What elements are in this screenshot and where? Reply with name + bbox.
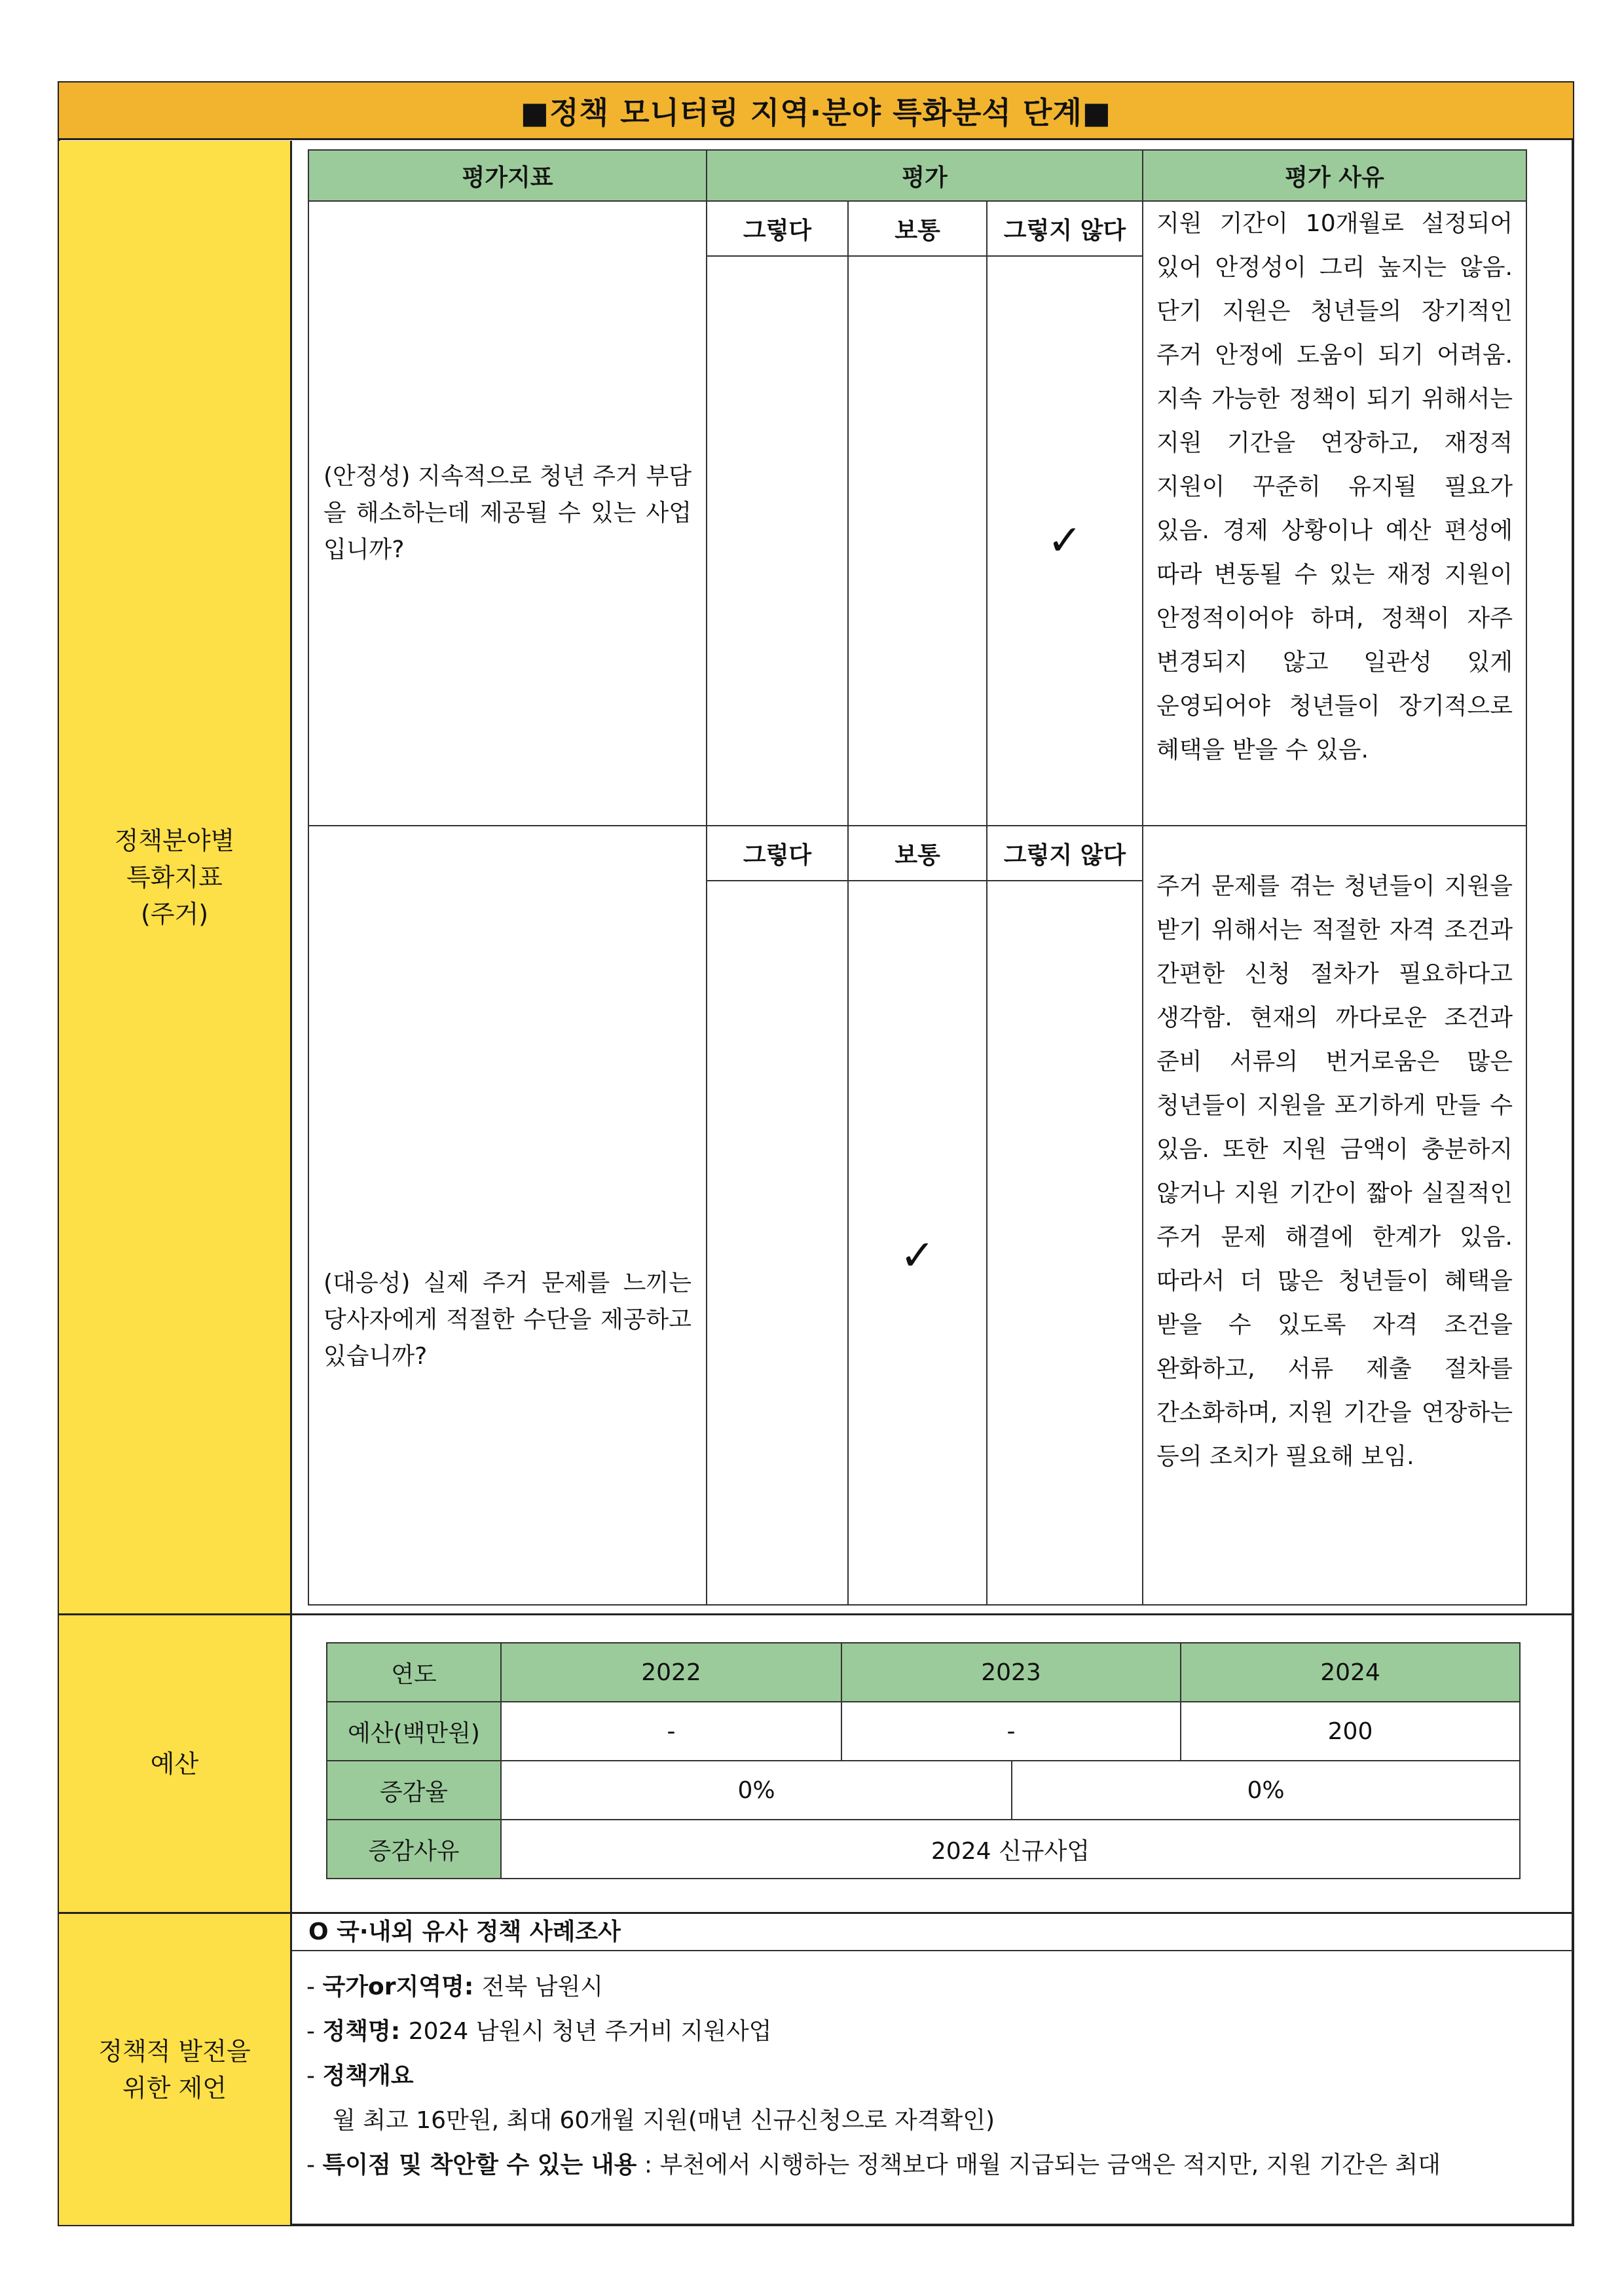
option-yes: 그렇다 [706,200,849,257]
side-label-line: 정책적 발전을 [98,2036,251,2066]
check-mark-icon: ✓ [986,255,1143,826]
page-title: ■정책 모니터링 지역·분야 특화분석 단계■ [59,83,1573,140]
side-label-line: (주거) [140,899,209,928]
budget-year-2024: 2024 [1180,1642,1521,1702]
side-label-indicators [59,141,292,1613]
proposal-item-notable [306,2146,1564,2190]
item-prefix: - [306,2018,323,2045]
budget-reason-label: 증감사유 [326,1819,502,1879]
reason-responsiveness [1142,825,1527,1606]
proposal-heading-divider [292,1950,1573,1951]
budget-amount-2022: - [500,1701,842,1761]
side-label-line: 예산 [150,1749,199,1778]
item-label: 특이점 및 착안할 수 있는 내용 [322,2152,637,2178]
header-indicator: 평가지표 [308,149,707,202]
reason-text: 주거 문제를 겪는 청년들이 지원을 받기 위해서는 적절한 자격 조건과 간편한 신청 절차가 필요하다고 생각함. 현재의 까다로운 조건과 준비 서류의 번거로움은 많은 청년들이 지원을 포기하게 만들 수 있음. 또한 지원 금액이 충분하지 않거나 지원 기간이 짧아 실질적인 주거 문제 해결에 한계가 있음. 따라서 더 많은 청년들이 혜택을 받을 수 있도록 자격 조건을 완화하고, 서류 제출 절차를 간소화하며, 지원 기간을 연장하는 등의 조치가 필요해 보임. [1156,873,1513,1470]
section-divider [59,1613,1573,1615]
side-label-line: 정책분야별 [114,826,235,855]
side-label-budget [59,1615,292,1912]
option-neutral: 보통 [847,200,987,257]
question-text: (대응성) 실제 주거 문제를 느끼는 당사자에게 적절한 수단을 제공하고 있습니까? [323,1270,692,1370]
budget-year-label: 연도 [326,1642,502,1702]
proposal-item-overview [306,2057,1564,2101]
header-reason: 평가 사유 [1142,149,1527,202]
check-mark-icon: ✓ [847,880,987,1606]
question-responsiveness [308,825,707,1606]
check-cell-neutral [847,255,987,826]
budget-reason-value: 2024 신규사업 [500,1819,1521,1879]
budget-amount-label: 예산(백만원) [326,1701,502,1761]
question-stability [308,200,707,826]
reason-text: 지원 기간이 10개월로 설정되어 있어 안정성이 그리 높지는 않음. 단기 지원은 청년들의 장기적인 주거 안정에 도움이 되기 어려움. 지속 가능한 정책이 되기 위해서는 지원 기간을 연장하고, 재정적 지원이 꾸준히 유지될 필요가 있음. 경제 상황이나 예산 편성에 따라 변동될 수 있는 재정 지원이 안정적이어야 하며, 정책이 자주 변경되지 않고 일관성 있게 운영되어야 청년들이 장기적으로 혜택을 받을 수 있음. [1156,210,1513,763]
reason-stability [1142,200,1527,826]
question-text: (안정성) 지속적으로 청년 주거 부담을 해소하는데 제공될 수 있는 사업입니까? [323,463,692,563]
item-prefix: - [306,2063,323,2089]
budget-rate-1: 0% [500,1760,1012,1820]
check-cell-yes [706,880,849,1606]
item-value: 부천에서 시행하는 정책보다 매월 지급되는 금액은 적지만, 지원 기간은 최대 [659,2152,1441,2178]
proposal-item-region [306,1968,1564,2012]
budget-amount-2023: - [841,1701,1181,1761]
budget-year-2023: 2023 [841,1642,1181,1702]
option-no: 그렇지 않다 [986,825,1143,881]
option-neutral: 보통 [847,825,987,881]
item-label: 정책명 [322,2018,391,2045]
proposal-list [306,1968,1564,2190]
item-value: 2024 남원시 청년 주거비 지원사업 [408,2018,772,2045]
proposal-item-policy-name [306,2012,1564,2057]
budget-rate-label: 증감율 [326,1760,502,1820]
item-prefix: - [306,1974,323,2000]
proposal-heading: O 국·내외 유사 정책 사례조사 [308,1919,621,1945]
item-sep: : [390,2018,409,2045]
option-no: 그렇지 않다 [986,200,1143,257]
side-label-line: 특화지표 [126,862,223,892]
item-label: 국가or지역명 [322,1974,464,2000]
item-prefix: - [306,2152,323,2178]
budget-rate-2: 0% [1011,1760,1521,1820]
check-cell-no [986,880,1143,1606]
item-label: 정책개요 [322,2063,414,2089]
header-evaluation: 평가 [706,149,1143,202]
proposal-item-overview-detail: 월 최고 16만원, 최대 60개월 지원(매년 신규신청으로 자격확인) [333,2107,995,2134]
item-value: 전북 남원시 [481,1974,604,2000]
budget-amount-2024: 200 [1180,1701,1521,1761]
item-sep: : [637,2152,660,2178]
check-cell-yes [706,255,849,826]
option-yes: 그렇다 [706,825,849,881]
item-sep: : [464,1974,482,2000]
side-label-line: 위한 제언 [122,2073,227,2102]
side-label-proposal [59,1914,292,2225]
budget-year-2022: 2022 [500,1642,842,1702]
